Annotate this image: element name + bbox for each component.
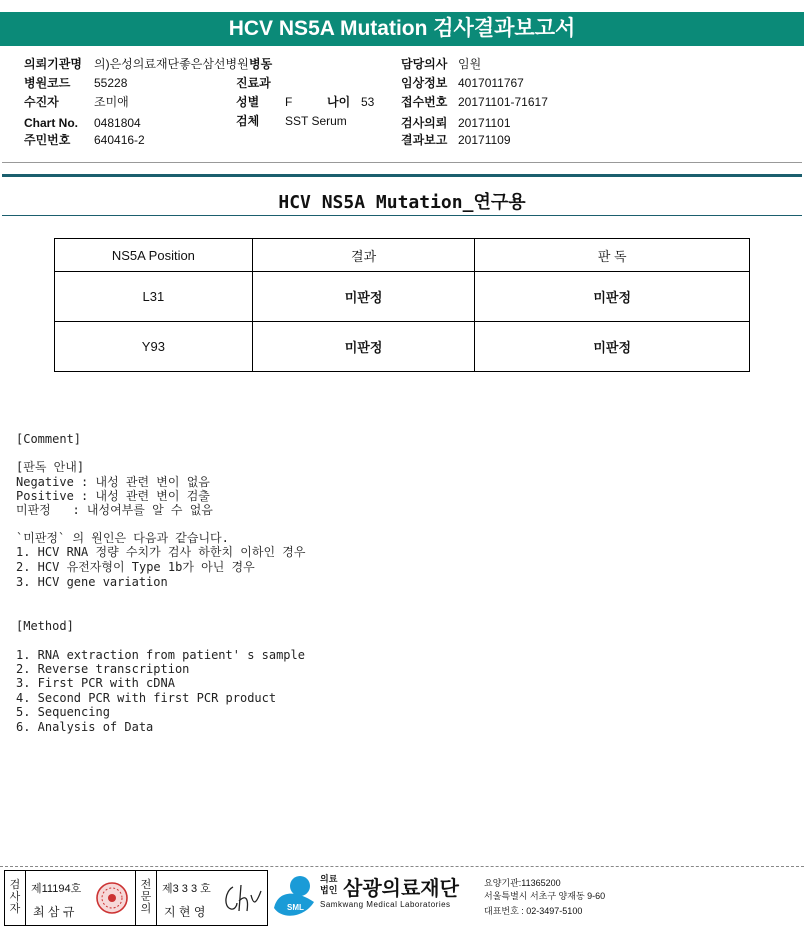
reviewer-number: 제3 3 3 호	[162, 883, 211, 895]
lab-logo-text: SML	[287, 903, 304, 912]
reviewer-label: 전문의	[140, 879, 152, 915]
institution-label: 의뢰기관명	[24, 57, 82, 71]
department-label: 진료과	[236, 76, 271, 90]
request-date-label: 검사의뢰	[401, 116, 448, 130]
cause-line: 3. HCV gene variation	[16, 575, 168, 589]
results-header-row	[55, 239, 750, 272]
institution-value: 의)은성의료재단좋은삼선병원	[94, 57, 249, 71]
lab-logo-icon	[270, 872, 318, 920]
sex-label: 성별	[236, 95, 260, 109]
guide-line: Positive : 내성 관련 변이 검출	[16, 489, 210, 503]
method-heading: [Method]	[16, 619, 74, 633]
inspector-label: 검사자	[9, 879, 21, 915]
position-cell: Y93	[55, 322, 253, 372]
request-date-value: 20171101	[458, 116, 511, 130]
signature-box	[4, 870, 268, 926]
method-step: 1. RNA extraction from patient' s sample	[16, 648, 305, 662]
hospital-code-value: 55228	[94, 76, 128, 90]
recipient-value: 조미애	[94, 95, 129, 109]
method-step: 2. Reverse transcription	[16, 662, 190, 676]
specimen-label: 검체	[236, 114, 260, 128]
lab-phone: 대표번호 : 02-3497-5100	[484, 906, 583, 916]
specimen-value: SST Serum	[285, 114, 347, 128]
interpretation-cell: 미판정	[475, 272, 750, 322]
guide-line: Negative : 내성 관련 변이 없음	[16, 475, 210, 489]
lab-english-name: Samkwang Medical Laboratories	[320, 900, 451, 909]
comment-heading: [Comment]	[16, 432, 82, 446]
column-header: NS5A Position	[55, 239, 253, 272]
results-table	[54, 238, 750, 372]
seal-stamp	[95, 881, 129, 915]
lab-name: 삼광의료재단	[343, 878, 459, 900]
inspector-number: 제11194호	[31, 883, 82, 895]
section-rule-bottom	[2, 215, 802, 216]
age-value: 53	[361, 95, 375, 109]
resident-no-value: 640416-2	[94, 133, 145, 147]
clinical-info-value: 4017011767	[458, 76, 524, 90]
inspector-name: 최 삼 규	[33, 905, 75, 919]
doctor-value: 임원	[458, 57, 482, 71]
table-row	[55, 272, 750, 322]
lab-address: 서울특별시 서초구 양재동 9-60	[484, 891, 606, 901]
section-rule-top	[2, 174, 802, 177]
ward-label: 병동	[249, 57, 273, 71]
method-step: 4. Second PCR with first PCR product	[16, 691, 277, 705]
report-title: HCV NS5A Mutation 검사결과보고서	[0, 12, 804, 46]
method-step: 3. First PCR with cDNA	[16, 676, 175, 690]
hospital-code-label: 병원코드	[24, 76, 71, 90]
header-divider	[2, 162, 802, 163]
column-header: 결과	[252, 239, 475, 272]
column-header: 판 독	[475, 239, 750, 272]
sex-value: F	[285, 95, 293, 109]
footer-divider	[0, 866, 804, 867]
guide-heading: [판독 안내]	[16, 460, 85, 474]
method-step: 5. Sequencing	[16, 705, 110, 719]
chart-no-value: 0481804	[94, 116, 141, 130]
reviewer-name: 지 현 영	[164, 905, 206, 919]
table-row	[55, 322, 750, 372]
result-cell: 미판정	[252, 272, 475, 322]
report-date-value: 20171109	[458, 133, 511, 147]
position-cell: L31	[55, 272, 253, 322]
result-cell: 미판정	[252, 322, 475, 372]
doctor-label: 담당의사	[401, 57, 448, 71]
interpretation-cell: 미판정	[475, 322, 750, 372]
lab-prefix: 의료법인	[320, 874, 338, 895]
recipient-label: 수진자	[24, 95, 59, 109]
report-date-label: 결과보고	[401, 133, 448, 147]
lab-code: 요양기관:11365200	[484, 878, 561, 888]
chart-no-label: Chart No.	[24, 116, 78, 130]
resident-no-label: 주민번호	[24, 133, 71, 147]
receipt-no-label: 접수번호	[401, 95, 448, 109]
cause-intro: `미판정` 의 원인은 다음과 같습니다.	[16, 531, 229, 545]
method-step: 6. Analysis of Data	[16, 720, 154, 734]
clinical-info-label: 임상정보	[401, 76, 448, 90]
cause-line: 1. HCV RNA 정량 수치가 검사 하한치 이하인 경우	[16, 545, 306, 559]
receipt-no-value: 20171101-71617	[458, 95, 548, 109]
guide-line: 미판정 : 내성여부를 알 수 없음	[16, 503, 213, 517]
cause-line: 2. HCV 유전자형이 Type 1b가 아닌 경우	[16, 560, 255, 574]
age-label: 나이	[327, 95, 351, 109]
section-title: HCV NS5A Mutation_연구용	[278, 192, 526, 213]
signature-mark	[219, 881, 263, 917]
